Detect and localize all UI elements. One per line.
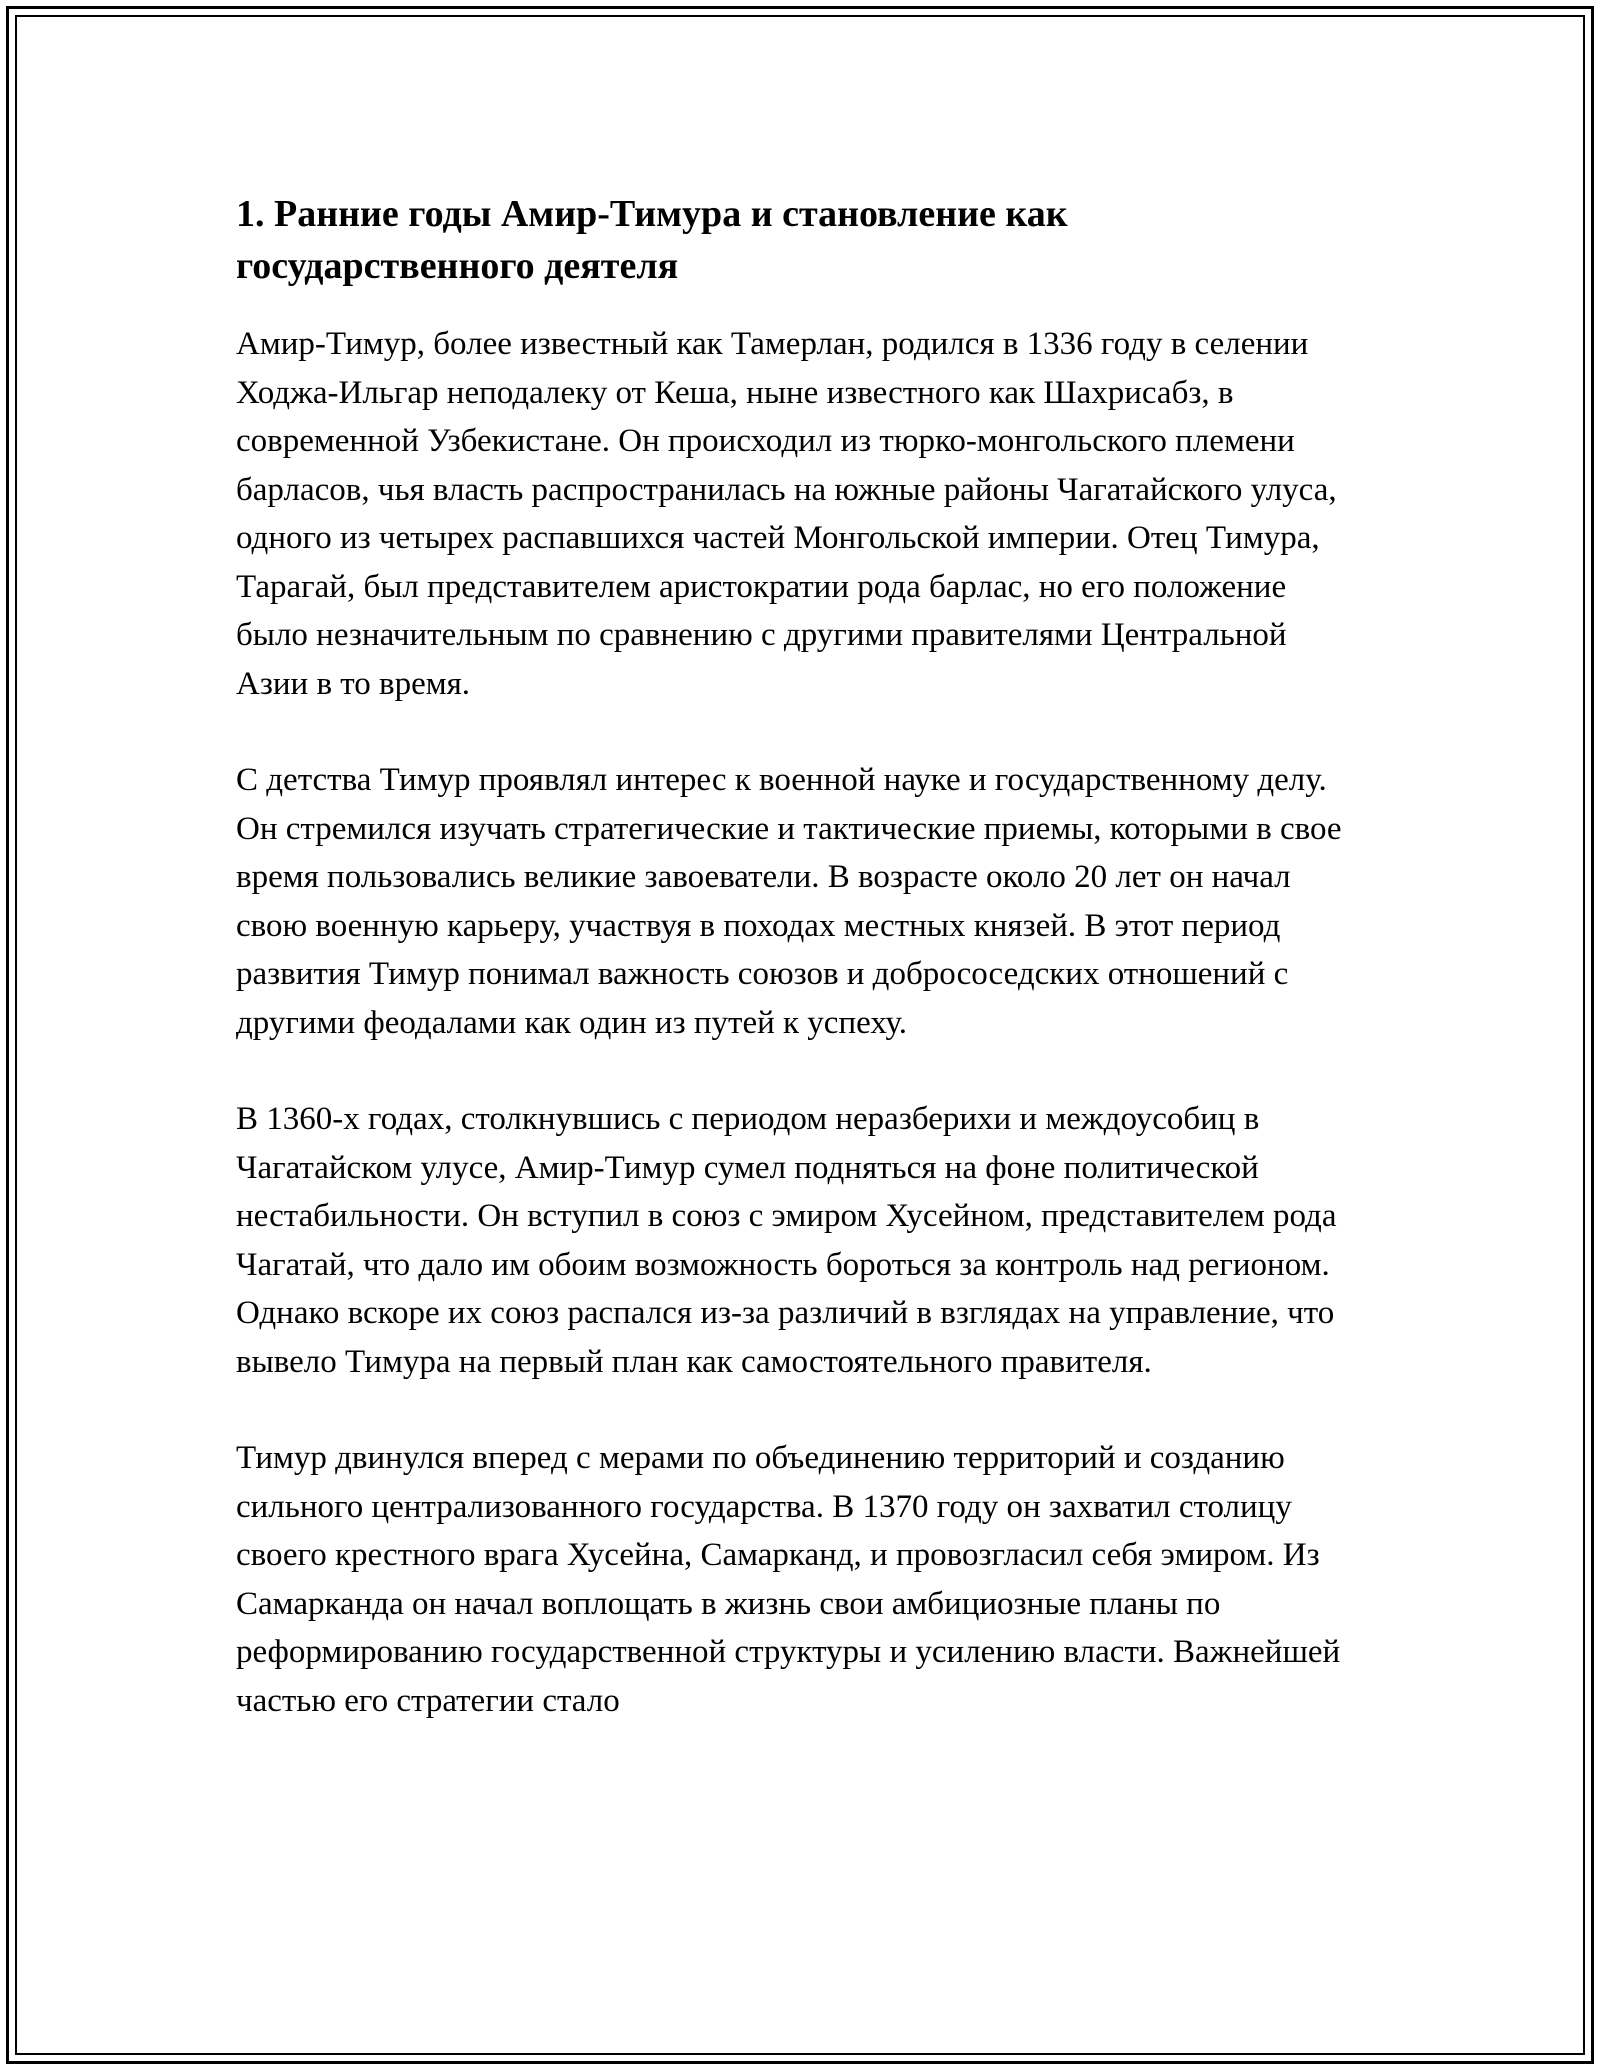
document-body xyxy=(236,188,1366,1773)
paragraph-4: Тимур двинулся вперед с мерами по объединению территорий и созданию сильного централизованного государства. В 1370 году он захватил столицу своего крестного врага Хусейна, Самарканд, и провозгласил себя эмиром. Из Самарканда он начал воплощать в жизнь свои амбициозные планы по реформированию государственной структуры и усилению власти. Важнейшей частью его стратегии стало xyxy=(236,1440,1341,1719)
paragraph-3: В 1360-х годах, столкнувшись с периодом неразберихи и междоусобиц в Чагатайском улусе, Амир-Тимур сумел подняться на фоне политической нестабильности. Он вступил в союз с эмиром Хусейном, представителем рода Чагатай, что дало им обоим возможность бороться за контроль над регионом. Однако вскоре их союз распался из-за различий в взглядах на управление, что вывело Тимура на первый план как самостоятельного правителя. xyxy=(236,1101,1337,1380)
paragraph-2: С детства Тимур проявлял интерес к военной науке и государственному делу. Он стремился изучать стратегические и тактические приемы, которыми в свое время пользовались великие завоеватели. В возрасте около 20 лет он начал свою военную карьеру, участвуя в походах местных князей. В этот период развития Тимур понимал важность союзов и добрососедских отношений с другими феодалами как один из путей к успеху. xyxy=(236,762,1342,1041)
section-heading: 1. Ранние годы Амир-Тимура и становление как государственного деятеля xyxy=(236,193,1068,287)
paragraph-1: Амир-Тимур, более известный как Тамерлан, родился в 1336 году в селении Ходжа-Ильгар неподалеку от Кеша, ныне известного как Шахрисабз, в современной Узбекистане. Он происходил из тюрко-монгольского племени барласов, чья власть распространилась на южные районы Чагатайского улуса, одного из четырех распавшихся частей Монгольской империи. Отец Тимура, Тарагай, был представителем аристократии рода барлас, но его положение было незначительным по сравнению с другими правителями Центральной Азии в то время. xyxy=(236,326,1337,702)
